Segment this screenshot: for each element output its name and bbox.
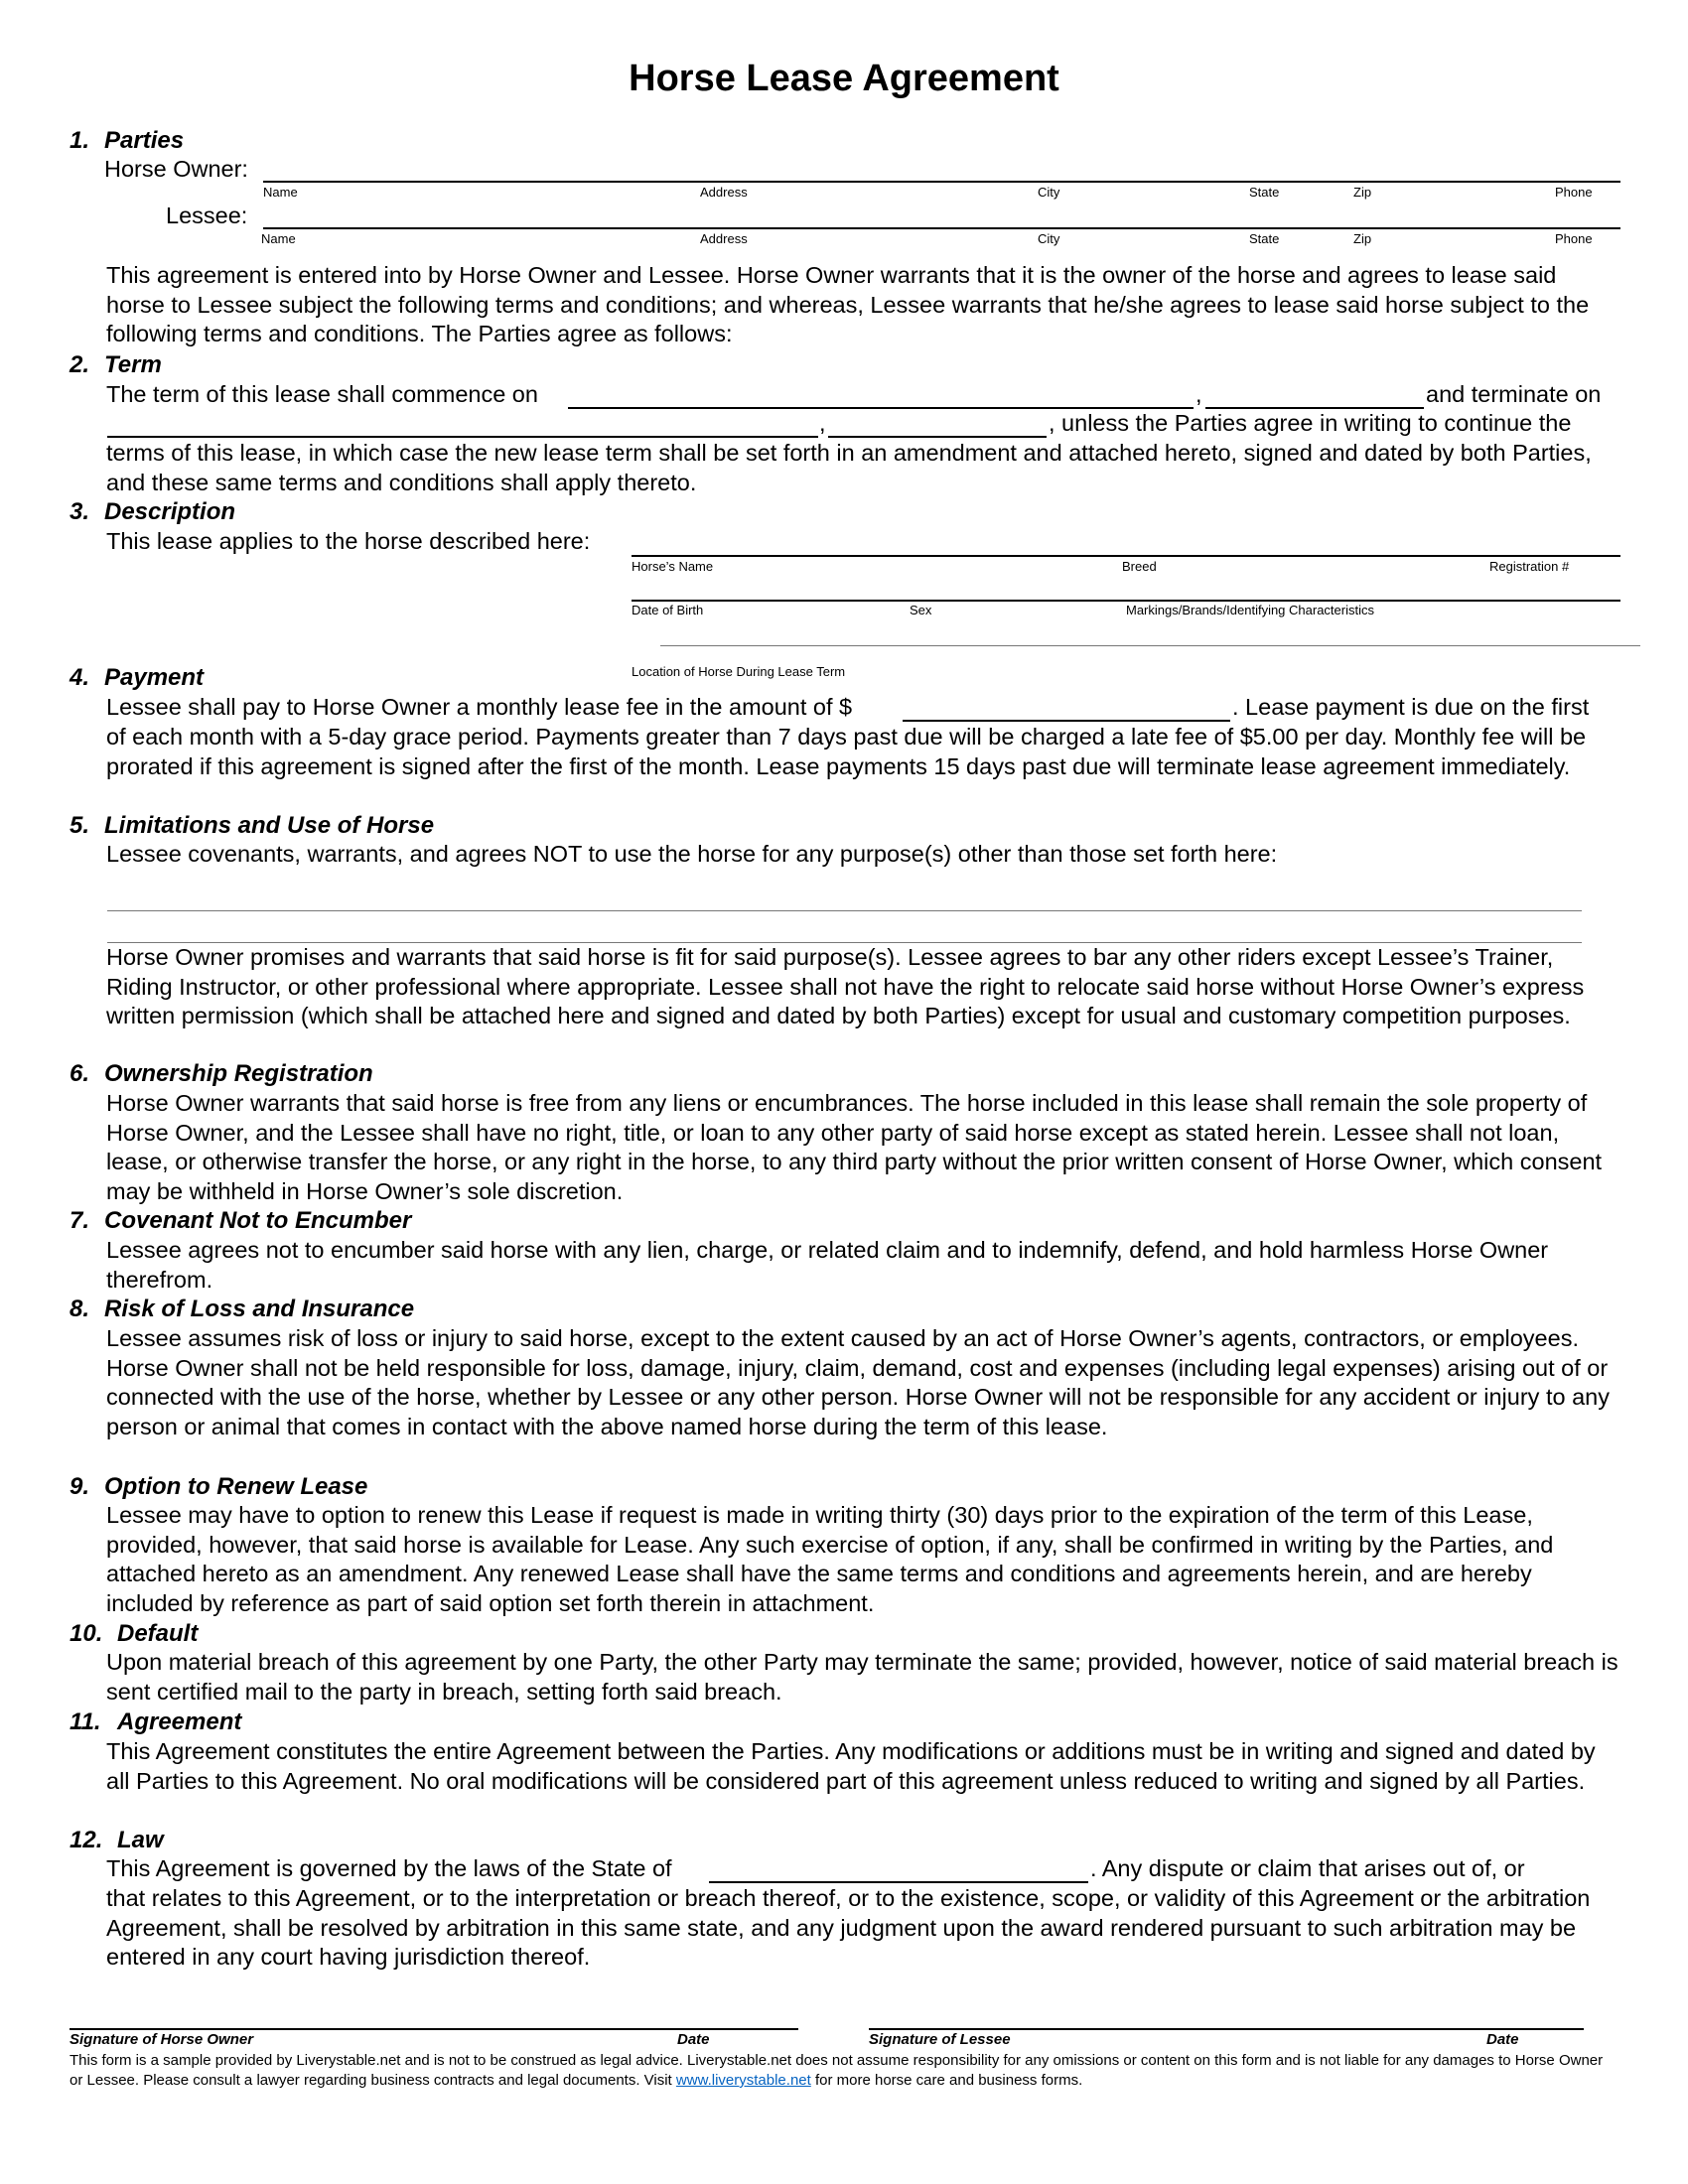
lessee-date-label: Date [1486, 2031, 1519, 2048]
caption-markings: Markings/Brands/Identifying Characteristics [1126, 603, 1374, 617]
horse-owner-label: Horse Owner: [104, 156, 248, 182]
payment-amount-label: Lessee shall pay to Horse Owner a monthly lease fee in the amount of $ [106, 694, 853, 720]
parties-paragraph: This agreement is entered into by Horse Owner and Lessee. Horse Owner warrants that it is the owner of the horse and agrees to lease said horse to Lessee subject the following terms and conditions; and whereas, Lessee warrants that he/she agrees to lease said horse subject to the following terms and conditions. The Parties agree as follows: [106, 262, 1590, 346]
owner-caption-zip: Zip [1353, 185, 1372, 200]
term-paragraph: terms of this lease, in which case the new lease term shall be set forth in an amendment and attached hereto, signed and dated by both Parties, and these same terms and conditions shall apply thereto. [106, 440, 1592, 495]
term-comma-1: , [1196, 381, 1202, 407]
lessee-signature-label: Signature of Lessee [869, 2031, 1011, 2048]
law-state-line[interactable] [709, 1881, 1088, 1883]
section-heading-law: 12. Law [70, 1827, 164, 1853]
section-heading-default: 10. Default [70, 1620, 199, 1647]
section-heading-parties: 1. Parties [70, 127, 185, 154]
renew-paragraph: Lessee may have to option to renew this Lease if request is made in writing thirty (30) days prior to the expiration of the term of this Lease, provided, however, that said horse is available for Lease. Any such exercise of option, if any, shall be confirmed in writing by the Parties, and attached hereto as an amendment. Any renewed Lease shall have the same terms and conditions and agreements herein, and are hereby included by reference as part of said option set forth therein in attachment. [106, 1502, 1554, 1616]
payment-due-text: . Lease payment is due on the first [1232, 694, 1590, 720]
footer-disclaimer: This form is a sample provided by Liverystable.net and is not to be construed as legal advice. Liverystable.net does not assume responsibility for any omissions or content on this form and is not liable for any damages to Horse Owner or Lessee. Please consult a lawyer regarding business contracts and legal documents. Visit www.liverystable.net for more horse care and business forms. [70, 2052, 1604, 2089]
term-continue-text: , unless the Parties agree in writing to continue the [1049, 410, 1572, 436]
owner-caption-address: Address [700, 185, 748, 200]
section-heading-limitations: 5. Limitations and Use of Horse [70, 812, 435, 839]
term-commence-year-line[interactable] [1205, 407, 1424, 409]
term-commence-date-line[interactable] [568, 407, 1194, 409]
page-title: Horse Lease Agreement [629, 58, 1059, 99]
horse-birth-line[interactable] [632, 600, 1620, 602]
lessee-caption-phone: Phone [1555, 231, 1593, 246]
section-heading-renew: 9. Option to Renew Lease [70, 1473, 368, 1500]
lessee-line[interactable] [263, 227, 1620, 229]
payment-amount-line[interactable] [903, 720, 1230, 722]
section-heading-risk: 8. Risk of Loss and Insurance [70, 1296, 415, 1322]
lessee-signature-line[interactable] [869, 2028, 1584, 2030]
horse-details-line[interactable] [632, 555, 1620, 557]
lessee-caption-city: City [1038, 231, 1060, 246]
section-heading-ownership: 6. Ownership Registration [70, 1060, 373, 1087]
lessee-caption-address: Address [700, 231, 748, 246]
lessee-caption-name: Name [261, 231, 296, 246]
default-paragraph: Upon material breach of this agreement by one Party, the other Party may terminate the same; provided, however, notice of said material breach is sent certified mail to the party in breach, setting forth said breach. [106, 1649, 1618, 1705]
term-terminate-year-line[interactable] [828, 436, 1047, 438]
section-heading-agreement: 11. Agreement [70, 1708, 242, 1735]
limitations-paragraph-1: Lessee covenants, warrants, and agrees NOT to use the horse for any purpose(s) other than those set forth here: [106, 841, 1278, 867]
caption-registration: Registration # [1489, 559, 1570, 574]
section-heading-payment: 4. Payment [70, 664, 205, 691]
term-terminate-date-line[interactable] [107, 436, 818, 438]
owner-signature-line[interactable] [70, 2028, 798, 2030]
law-paragraph: that relates to this Agreement, or to the interpretation or breach thereof, or to the existence, scope, or validity of this Agreement or the arbitration Agreement, shall be resolved by arbitration in this same state, and any judgment upon the award rendered pursuant to such arbitration may be entered in any court having jurisdiction thereof. [106, 1885, 1591, 1970]
caption-sex: Sex [910, 603, 932, 617]
ownership-paragraph: Horse Owner warrants that said horse is free from any liens or encumbrances. The horse included in this lease shall remain the sole property of Horse Owner, and the Lessee shall have no right, title, or loan to any other party of said horse except as stated herein. Lessee shall not loan, lease, or otherwise transfer the horse, or any right in the horse, to any third party without the prior written consent of Horse Owner, which consent may be withheld in Horse Owner’s sole discretion. [106, 1090, 1603, 1204]
section-heading-covenant: 7. Covenant Not to Encumber [70, 1207, 412, 1234]
risk-paragraph: Lessee assumes risk of loss or injury to said horse, except to the extent caused by an act of Horse Owner’s agents, contractors, or employees. Horse Owner shall not be held responsible for loss, damage, injury, claim, demand, cost and expenses (including legal expenses) arising out of or connected with the use of the horse, whether by Lessee or any other person. Horse Owner will not be responsible for any accident or injury to any person or animal that comes in contact with the above named horse during the term of this lease. [106, 1325, 1610, 1439]
owner-date-label: Date [677, 2031, 710, 2048]
term-commence-label: The term of this lease shall commence on [106, 381, 538, 407]
caption-date-of-birth: Date of Birth [632, 603, 704, 617]
horse-owner-line[interactable] [263, 181, 1620, 183]
owner-signature-label: Signature of Horse Owner [70, 2031, 254, 2048]
caption-horse-name: Horse’s Name [632, 559, 714, 574]
purpose-line-1[interactable] [107, 910, 1582, 911]
owner-caption-city: City [1038, 185, 1060, 200]
lessee-label: Lessee: [166, 203, 248, 228]
limitations-paragraph-2: Horse Owner promises and warrants that said horse is fit for said purpose(s). Lessee agrees to bar any other riders except Lessee’s Trainer, Riding Instructor, or other professional where appropriate. Lessee shall not have the right to relocate said horse without Horse Owner’s express written permission (which shall be attached here and signed and dated by both Parties) except for usual and customary competition purposes. [106, 944, 1585, 1028]
lessee-caption-state: State [1249, 231, 1280, 246]
agreement-paragraph: This Agreement constitutes the entire Agreement between the Parties. Any modifications or additions must be in writing and signed and dated by all Parties to this Agreement. No oral modifications will be considered part of this agreement unless reduced to writing and signed by all Parties. [106, 1738, 1596, 1794]
term-terminate-label: and terminate on [1426, 381, 1602, 407]
owner-caption-phone: Phone [1555, 185, 1593, 200]
owner-caption-name: Name [263, 185, 298, 200]
owner-caption-state: State [1249, 185, 1280, 200]
term-comma-2: , [819, 410, 826, 436]
caption-location: Location of Horse During Lease Term [632, 664, 846, 679]
caption-breed: Breed [1122, 559, 1157, 574]
covenant-paragraph: Lessee agrees not to encumber said horse with any lien, charge, or related claim and to indemnify, defend, and hold harmless Horse Owner therefrom. [106, 1237, 1549, 1293]
payment-paragraph: of each month with a 5-day grace period. Payments greater than 7 days past due will be charged a late fee of $5.00 per day. Monthly fee will be prorated if this agreement is signed after the first of the month. Lease payments 15 days past due will terminate lease agreement immediately. [106, 724, 1587, 779]
section-heading-term: 2. Term [70, 351, 162, 378]
liverystable-link[interactable]: www.liverystable.net [675, 2072, 811, 2089]
horse-location-line[interactable] [660, 645, 1640, 646]
law-dispute-text: . Any dispute or claim that arises out of, or [1090, 1855, 1525, 1881]
lessee-caption-zip: Zip [1353, 231, 1372, 246]
law-state-label: This Agreement is governed by the laws of the State of [106, 1855, 672, 1881]
section-heading-description: 3. Description [70, 498, 236, 525]
description-text: This lease applies to the horse described here: [106, 528, 591, 554]
